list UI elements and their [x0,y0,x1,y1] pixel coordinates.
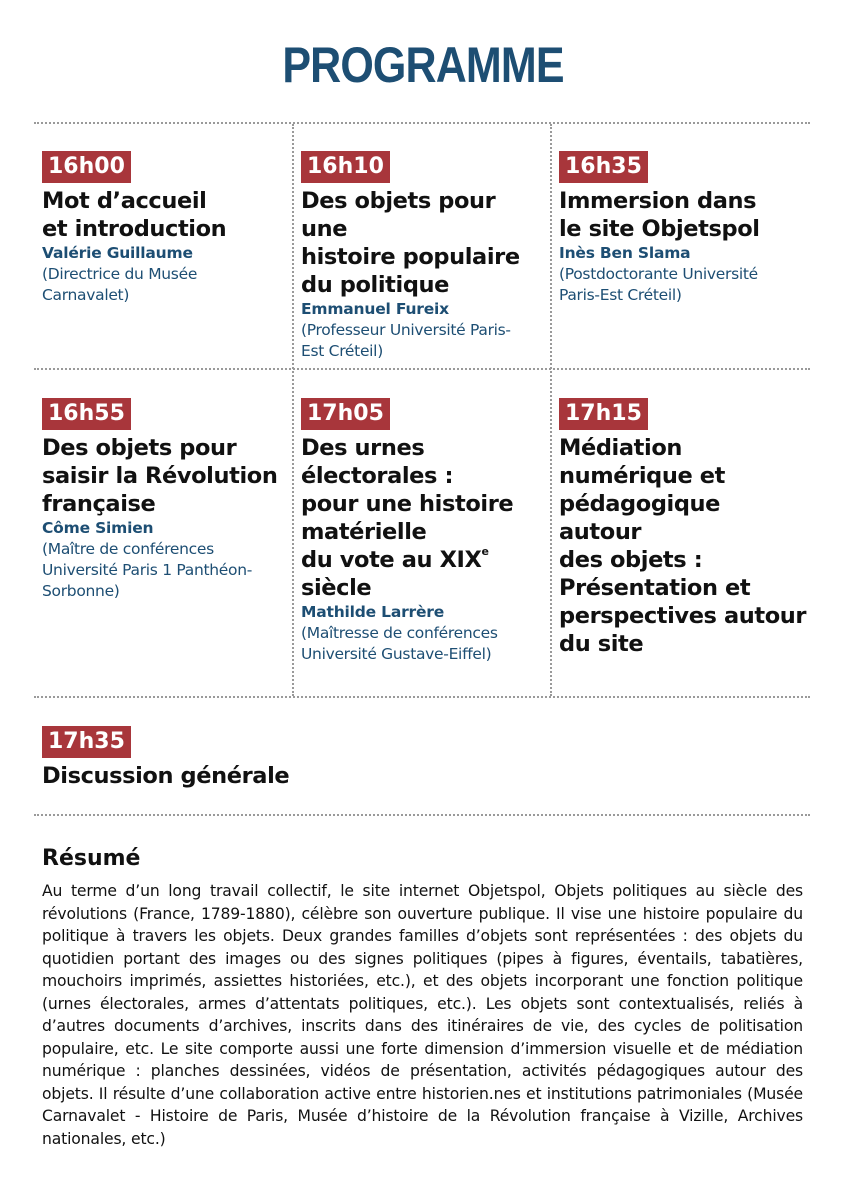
session-speaker: Emmanuel Fureix [301,300,449,318]
session-block [301,151,543,362]
century-superscript: e [481,545,489,558]
session-speaker: Mathilde Larrère [301,603,445,621]
session-speaker: Valérie Guillaume [42,244,193,262]
session-speaker: Inès Ben Slama [559,244,691,262]
session-title: Des objets pour saisir la Révolution française [42,435,278,517]
session-block [559,151,809,306]
session-title: Discussion générale [42,763,290,789]
session-title-text: Des urnes électorales : pour une histoire matérielle du vote au XIX [301,435,514,573]
session-affiliation: (Maître de conférences Université Paris 1 Panthéon- Sorbonne) [42,540,253,600]
session-title: Mot d’accueil et introduction [42,188,227,242]
session-affiliation: (Postdoctorante Université Paris-Est Créteil) [559,265,758,304]
page-title: PROGRAMME [282,37,564,93]
divider [34,696,810,698]
column-divider [292,124,294,696]
session-time: 16h35 [559,151,648,183]
session-block [42,151,282,306]
session-time: 16h55 [42,398,131,430]
session-time: 17h15 [559,398,648,430]
resume-text: Au terme d’un long travail collectif, le site internet Objetspol, Objets politiques au siècle des révolutions (France, 1789-1880), célèbre son ouverture publique. Il vise une histoire populaire du politique à travers les objets. Deux grandes familles d’objets sont représentées : des objets du quotidien portant des images ou des signes politiques (pipes à figures, éventails, tabatières, mouchoirs imprimés, assiettes historiées, etc.), et des objets incorporant une fonction politique (urnes électorales, armes d’attentats politiques, etc.). Les objets sont contextualisés, reliés à d’autres documents d’archives, inscrits dans des itinéraires de vie, des cycles de politisation populaire, etc. Le site comporte aussi une forte dimension d’immersion visuelle et de médiation numérique : planches dessinées, vidéos de présentation, activités pédagogiques autour des objets. Il résulte d’une collaboration active entre historien.nes et institutions patrimoniales (Musée Carnavalet - Histoire de Paris, Musée d’histoire de la Révolution française à Vizille, Archives nationales, etc.) [42,882,803,1148]
divider [34,814,810,816]
session-affiliation: (Professeur Université Paris- Est Créteil) [301,321,511,360]
column-divider [550,124,552,696]
session-time: 16h00 [42,151,131,183]
session-block [301,398,543,665]
session-title: Des objets pour une histoire populaire du politique [301,188,520,298]
session-title: Médiation numérique et pédagogique autour des objets : Présentation et perspectives autour du site [559,435,807,657]
resume-heading: Résumé [42,846,141,871]
session-title: Immersion dans le site Objetspol [559,188,760,242]
session-affiliation: (Maîtresse de conférences Université Gustave-Eiffel) [301,624,498,663]
session-block [42,726,542,790]
session-time: 16h10 [301,151,390,183]
divider [34,122,810,124]
session-block [559,398,809,658]
session-affiliation: (Directrice du Musée Carnavalet) [42,265,198,304]
session-speaker: Côme Simien [42,519,154,537]
divider [34,368,810,370]
session-time: 17h35 [42,726,131,758]
session-title-end: siècle [301,575,372,601]
session-title [301,434,543,602]
session-block [42,398,287,602]
session-time: 17h05 [301,398,390,430]
